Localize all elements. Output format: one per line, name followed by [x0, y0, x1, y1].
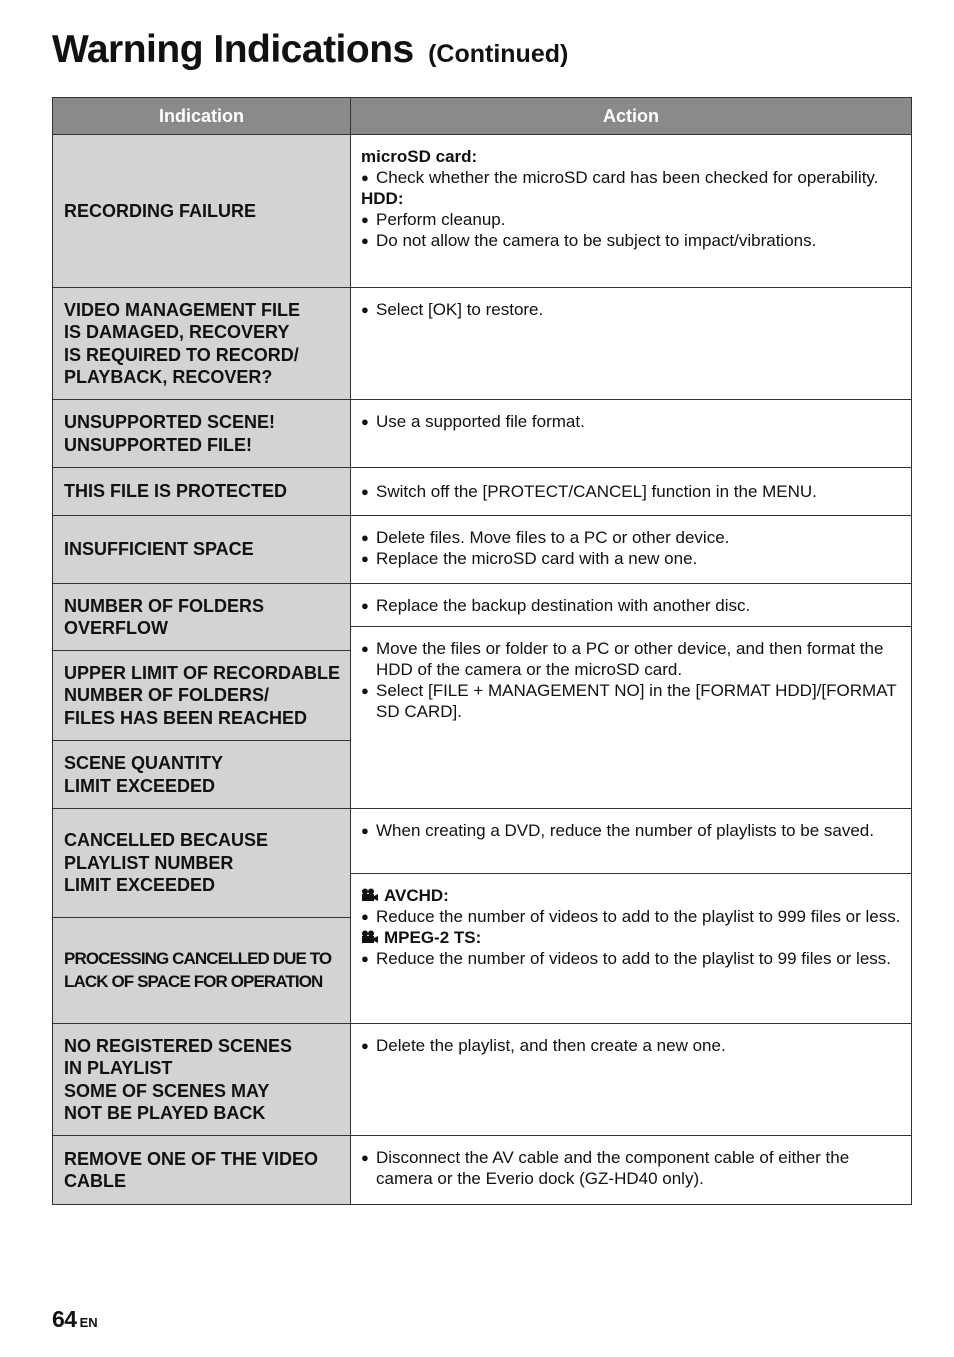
bullet-icon: ● — [361, 551, 369, 566]
table-row — [53, 135, 912, 288]
bullet-icon: ● — [361, 170, 369, 185]
bullet-icon: ● — [361, 951, 369, 966]
table-row — [53, 468, 912, 516]
action-text: Move the files or folder to a PC or other device, and then format the HDD of the camera or the microSD card. — [376, 639, 884, 679]
action-cell — [351, 288, 912, 400]
page-title — [52, 28, 568, 72]
action-bullet — [361, 209, 903, 230]
table-row — [53, 516, 912, 584]
action-text: Check whether the microSD card has been checked for operability. — [376, 168, 879, 187]
table-row — [53, 400, 912, 468]
action-cell — [351, 135, 912, 288]
indication-text: PLAYLIST NUMBER — [64, 852, 234, 873]
indication-cell — [53, 288, 351, 400]
indication-text: VIDEO MANAGEMENT FILE — [64, 299, 301, 320]
action-text: When creating a DVD, reduce the number of playlists to be saved. — [376, 821, 874, 840]
action-cell — [351, 584, 912, 627]
indication-text: NUMBER OF FOLDERS — [64, 595, 264, 616]
action-cell — [351, 874, 912, 1024]
action-cell — [351, 516, 912, 584]
indication-cell — [53, 584, 351, 651]
indication-text: INSUFFICIENT SPACE — [64, 539, 254, 560]
table-row — [53, 809, 912, 874]
indication-cell — [53, 809, 351, 918]
bullet-icon: ● — [361, 233, 369, 248]
action-text: Perform cleanup. — [376, 210, 506, 229]
indication-cell — [53, 651, 351, 741]
indication-text: IS REQUIRED TO RECORD/ — [64, 344, 299, 365]
indication-text: SCENE QUANTITY — [64, 753, 224, 773]
indication-text: UNSUPPORTED FILE! — [64, 434, 253, 455]
video-camera-icon — [361, 888, 379, 902]
action-bullet — [361, 638, 903, 680]
mpeg-heading-text: MPEG-2 TS: — [384, 928, 482, 947]
table-row — [53, 584, 912, 627]
microsd-heading: microSD card: — [361, 147, 478, 166]
indication-cell — [53, 400, 351, 468]
indication-text: LACK OF SPACE FOR OPERATION — [64, 971, 323, 991]
bullet-icon: ● — [361, 823, 369, 838]
indication-text: IN PLAYLIST — [64, 1058, 173, 1078]
action-text: Reduce the number of videos to add to the playlist to 999 files or less. — [376, 907, 901, 926]
action-bullet — [361, 1147, 903, 1189]
indication-text: NO REGISTERED SCENES — [64, 1035, 293, 1056]
action-text: Select [FILE + MANAGEMENT NO] in the [FORMAT HDD]/[FORMAT SD CARD]. — [376, 681, 897, 721]
action-bullet — [361, 548, 903, 569]
indication-text: UNSUPPORTED SCENE! — [64, 412, 276, 432]
action-bullet — [361, 1035, 903, 1056]
page-footer — [52, 1306, 98, 1333]
indication-text: SOME OF SCENES MAY — [64, 1080, 270, 1101]
indication-text: OVERFLOW — [64, 618, 168, 638]
language-code: EN — [79, 1315, 98, 1330]
table-header-row — [53, 98, 912, 135]
bullet-icon: ● — [361, 484, 369, 499]
bullet-icon: ● — [361, 530, 369, 545]
bullet-icon: ● — [361, 212, 369, 227]
indication-text: LIMIT EXCEEDED — [64, 775, 216, 796]
action-cell — [351, 1136, 912, 1205]
action-bullet — [361, 820, 903, 841]
action-cell — [351, 400, 912, 468]
action-bullet — [361, 411, 903, 432]
action-cell — [351, 468, 912, 516]
action-cell — [351, 809, 912, 874]
action-cell — [351, 1024, 912, 1136]
bullet-icon: ● — [361, 1038, 369, 1053]
column-header-action: Action — [351, 98, 912, 135]
indication-text: PROCESSING CANCELLED DUE TO — [64, 949, 332, 968]
bullet-icon: ● — [361, 302, 369, 317]
indication-text: LIMIT EXCEEDED — [64, 875, 216, 895]
indication-cell — [53, 918, 351, 1024]
avchd-heading — [361, 885, 903, 906]
action-text: Replace the backup destination with another disc. — [376, 595, 751, 615]
bullet-icon: ● — [361, 683, 369, 698]
action-bullet — [361, 906, 903, 927]
action-text: Use a supported file format. — [376, 412, 585, 431]
indication-text: FILES HAS BEEN REACHED — [64, 707, 308, 728]
indication-text: THIS FILE IS PROTECTED — [64, 481, 288, 502]
indication-cell — [53, 468, 351, 516]
action-bullet — [361, 680, 903, 722]
bullet-icon: ● — [361, 414, 369, 429]
bullet-icon: ● — [361, 1150, 369, 1165]
indication-text: REMOVE ONE OF THE VIDEO — [64, 1148, 319, 1169]
action-bullet — [361, 948, 903, 969]
indication-text: IS DAMAGED, RECOVERY — [64, 322, 290, 342]
table-row — [53, 1024, 912, 1136]
hdd-heading: HDD: — [361, 189, 404, 208]
page-number: 64 — [52, 1306, 77, 1332]
action-bullet — [361, 167, 903, 188]
table-row — [53, 1136, 912, 1205]
action-text: Reduce the number of videos to add to the playlist to 99 files or less. — [376, 949, 892, 968]
indication-cell — [53, 135, 351, 288]
action-text: Delete files. Move files to a PC or other device. — [376, 528, 730, 547]
indication-text: UPPER LIMIT OF RECORDABLE — [64, 662, 341, 683]
table-row — [53, 288, 912, 400]
indication-text: CANCELLED BECAUSE — [64, 830, 269, 850]
bullet-icon: ● — [361, 909, 369, 924]
indication-text: NOT BE PLAYED BACK — [64, 1103, 266, 1123]
mpeg-heading — [361, 927, 903, 948]
warning-table — [52, 97, 912, 1205]
page-title-suffix: (Continued) — [428, 40, 569, 68]
action-bullet — [361, 481, 903, 502]
indication-cell — [53, 1024, 351, 1136]
page-title-main: Warning Indications — [52, 28, 414, 71]
action-bullet — [361, 527, 903, 548]
action-text: Select [OK] to restore. — [376, 300, 544, 319]
bullet-icon: ● — [361, 597, 369, 613]
video-camera-icon — [361, 930, 379, 944]
indication-cell — [53, 516, 351, 584]
action-text: Delete the playlist, and then create a new one. — [376, 1036, 726, 1055]
bullet-icon: ● — [361, 641, 369, 656]
action-text: Disconnect the AV cable and the component cable of either the camera or the Everio dock (GZ-HD40 only). — [376, 1148, 850, 1188]
action-bullet — [361, 299, 903, 320]
action-text: Do not allow the camera to be subject to impact/vibrations. — [376, 231, 817, 250]
indication-text: CABLE — [64, 1171, 126, 1191]
action-text: Replace the microSD card with a new one. — [376, 549, 698, 568]
indication-cell — [53, 1136, 351, 1205]
action-bullet — [361, 230, 903, 251]
action-cell — [351, 627, 912, 809]
indication-cell — [53, 741, 351, 809]
action-bullet — [361, 595, 903, 616]
indication-text: NUMBER OF FOLDERS/ — [64, 685, 269, 706]
action-text: Switch off the [PROTECT/CANCEL] function in the MENU. — [376, 482, 817, 501]
avchd-heading-text: AVCHD: — [384, 886, 449, 905]
column-header-indication: Indication — [53, 98, 351, 135]
indication-text: PLAYBACK, RECOVER? — [64, 367, 273, 387]
indication-text: RECORDING FAILURE — [64, 200, 257, 221]
